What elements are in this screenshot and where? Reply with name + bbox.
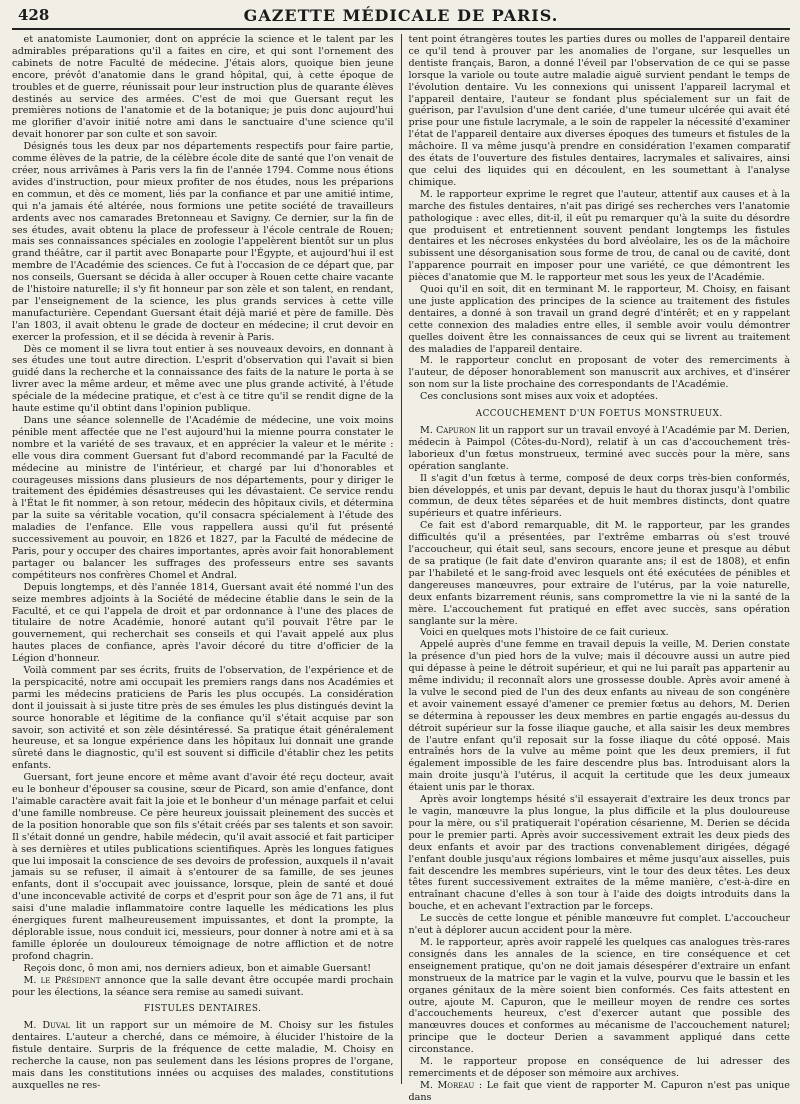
- paragraph: [408, 1080, 790, 1104]
- speaker-name: M. Capuron: [420, 425, 476, 436]
- paragraph: et anatomiste Laumonier, dont on apprécie la science et le talent par les admirables préparations qu'il a faites en cire, et qui sont l'ornement des cabinets de notre Faculté de médecine. J'étais alors, quoique bien jeune encore, prévôt d'anatomie dans le grand hôpital, qui, à cette époque de troubles et de guerre, réunissait pour leur instruction plus de quarante élèves destinés au service des armées. C'est de moi que Guersant reçut les premières notions de l'anatomie et de la botanique; je puis donc aujourd'hui me glorifier d'avoir initié notre ami dans le sanctuaire d'une science qu'il devait honorer par son culte et son savoir.: [12, 34, 394, 141]
- paragraph: Désignés tous les deux par nos départements respectifs pour faire partie, comme élèves de la patrie, de la célèbre école dite de santé que l'on venait de créer, nous arrivâmes à Paris vers la fin de l'année 1794. Comme nous étions avides d'instruction, pour mieux profiter de nos études, nous les préparions en commun, et dès ce moment, liés par la confiance et par une amitié intime, qui n'a jamais été altérée, nous formions une petite société de travailleurs ardents avec nos camarades Bretonneau et Savigny. Ce dernier, sur la fin de ses études, avait obtenu la place de professeur à l'école centrale de Rouen; mais ses connaissances spéciales en zoologie l'appelèrent bientôt sur un plus grand théâtre, car il partit avec Bonaparte pour l'Égypte, et aujourd'hui il est membre de l'Académie des sciences. Ce fut à l'occasion de ce départ que, par nos conseils, Guersant se décida à aller occuper à Rouen cette chaire vacante de l'histoire naturelle; il s'y fit honneur par son zèle et son talent, en rendant, par l'enseignement de la science, les plus grands services à cette ville manufacturière. Cependant Guersant était déjà marié et père de famille. Dès l'an 1803, il avait obtenu le grade de docteur en médecine; il crut devoir en exercer la profession, et il se décida à revenir à Paris.: [12, 141, 394, 343]
- paragraph: Ce fait est d'abord remarquable, dit M. le rapporteur, par les grandes difficultés qu'il a présentées, par l'extrême embarras où s'est trouvé l'accoucheur, qui était seul, sans secours, encore jeune et presque au début de sa pratique (le fait date d'environ quarante ans; il est de 1808), et enfin par l'habileté et le sang-froid avec lesquels ont été exécutées de pénibles et dangereuses manœuvres, pour extraire de l'utérus, par la voie naturelle, deux enfants bizarrement réunis, sans compromettre la vie ni la santé de la mère. L'accouchement fut pratiqué en effet avec succès, sans opération sanglante sur la mère.: [408, 520, 790, 627]
- left-column: [12, 34, 394, 1091]
- journal-title: GAZETTE MÉDICALE DE PARIS.: [243, 6, 559, 25]
- section-heading: FISTULES DENTAIRES.: [144, 1004, 262, 1015]
- paragraph: [12, 1020, 394, 1091]
- paragraph: Ces conclusions sont mises aux voix et adoptées.: [420, 391, 659, 403]
- paragraph: Il s'agit d'un fœtus à terme, composé de deux corps très-bien conformés, bien développés, et unis par devant, depuis le haut du thorax jusqu'à l'ombilic commun, de deux têtes séparées et de huit membres distincts, dont quatre supérieurs et quatre inférieurs.: [408, 472, 790, 520]
- paragraph: M. le rapporteur conclut en proposant de voter des remerciments à l'auteur, de déposer honorablement son manuscrit aux archives, et d'insérer son nom sur la liste prochaine des correspondants de l'Académie.: [408, 355, 790, 391]
- paragraph: Dès ce moment il se livra tout entier à ses nouveaux devoirs, en donnant à ses études une tout autre direction. L'esprit d'observation qui l'avait si bien guidé dans la recherche et la connaissance des faits de la nature le porta à se livrer avec la même ardeur, et même avec une plus grande activité, à l'étude spéciale de la médecine pratique, et c'est à ce titre qu'il se rendit digne de la haute estime qu'il obtint dans l'opinion publique.: [12, 343, 394, 415]
- paragraph: M. le rapporteur propose en conséquence de lui adresser des remerciments et de déposer son mémoire aux archives.: [408, 1056, 790, 1079]
- speaker-name: M. Moreau: [420, 1079, 475, 1091]
- paragraph: Appelé auprès d'une femme en travail depuis la veille, M. Derien constate la présence d'un pied hors de la vulve; mais il découvre aussi un autre pied qui dépasse à peine le détroit supérieur, et qui ne lui paraît pas appartenir au même individu; il reconnaît alors une grossesse double. Après avoir amené à la vulve le second pied de l'un des deux enfants au niveau de son congénère et avoir vainement essayé d'amener ce premier fœtus au dehors, M. Derien se détermina à repousser les deux membres en partie engagés au-dessus du détroit supérieur sur la fosse iliaque gauche, et alla saisir les deux membres de l'autre enfant qu'il reposait sur la fosse iliaque du côté opposé. Mais entraînés hors de la vulve au même point que les deux premiers, il fut également impossible de les faire descendre plus bas. Introduisant alors la main droite jusqu'à l'utérus, il acquit la certitude que les deux jumeaux étaient unis par le thorax.: [408, 639, 790, 794]
- paragraph: Depuis longtemps, et dès l'année 1814, Guersant avait été nommé l'un des seize membres adjoints à la Société de médecine établie dans le sein de la Faculté, et ce qui l'appela de droit et par ordonnance à l'une des places de titulaire de notre Académie, honoré autant qu'il pouvait l'être par le gouvernement, qui recherchait ses conseils et qui l'avait appelé aux plus hautes places de confiance, après l'avoir décoré du titre d'officier de la Légion d'honneur.: [12, 581, 394, 665]
- section-heading: ACCOUCHEMENT D'UN FOETUS MONSTRUEUX.: [475, 409, 723, 420]
- paragraph: Voici en quelques mots l'histoire de ce fait curieux.: [420, 627, 669, 639]
- paragraph: tent point étrangères toutes les parties dures ou molles de l'appareil dentaire ce qu'il tend à prouver par les anomalies de l'organe, sur lesquelles un dentiste français, Baron, a donné l'éveil par l'observation de ce qui se passe lorsque la variole ou toute autre maladie aiguë survient pendant le temps de l'évolution dentaire. Vu les connexions qui unissent l'appareil lacrymal et l'appareil dentaire, l'auteur se fondant plus spécialement sur un fait de guérison, par l'avulsion d'une dent cariée, d'une tumeur ulcérée qui avait été prise pour une fistule lacrymale, a le soin de rappeler la nécessité d'examiner l'état de l'appareil dentaire aux diverses époques des tumeurs et fistules de la mâchoire. Il va même jusqu'à prendre en considération l'examen comparatif des états de l'ouverture des fistules dentaires, lacrymales et salivaires, ainsi que celui des liquides qui en découlent, en les soumettant à l'analyse chimique.: [408, 34, 790, 188]
- paragraph-text: : Le fait que vient de rapporter M. Capuron n'est pas unique dans: [408, 1079, 790, 1103]
- paragraph: Reçois donc, ô mon ami, nos derniers adieux, bon et aimable Guersant!: [23, 962, 372, 974]
- speaker-name: M. le Président: [23, 974, 101, 986]
- paragraph: M. le rapporteur, après avoir rappelé les quelques cas analogues très-rares consignés dans les annales de la science, en tire conséquence et cet enseignement pratique, qu'on ne doit jamais désespérer d'extraire un enfant monstrueux de la matrice par le vagin et la vulve, pourvu que le bassin et les organes génitaux de la mère soient bien conformés. Ces faits attestent en outre, ajoute M. Capuron, que le meilleur moyen de rendre ces sortes d'accouchements heureux, c'est d'exercer autant que possible des manœuvres douces et conformes au mécanisme de l'accouchement naturel; principe que le docteur Derien a savamment appliqué dans cette circonstance.: [408, 936, 790, 1056]
- paragraph-text: lit un rapport sur un travail envoyé à l'Académie par M. Derien, médecin à Paimpol (Côtes-du-Nord), relatif à un cas d'accouchement très-laborieux d'un fœtus monstrueux, terminé avec succès pour la mère, sans opération sanglante.: [408, 425, 790, 472]
- paragraph: Voilà comment par ses écrits, fruits de l'observation, de l'expérience et de la perspicacité, notre ami occupait les premiers rangs dans nos Académies et parmi les médecins praticiens de Paris les plus occupés. La considération dont il jouissait à si juste titre près de ses émules les plus distingués devint la source honorable et légitime de la confiance qu'il s'était acquise par son savoir, son activité et son zèle désintéressé. Sa pratique était généralement heureuse, et sa longue expérience dans les hôpitaux lui donnait une grande sûreté dans le diagnostic, qu'il est souvent si difficile d'établir chez les petits enfants.: [12, 665, 394, 772]
- paragraph: [12, 975, 394, 999]
- speaker-name: M. Duval: [23, 1020, 71, 1032]
- paragraph-text: lit un rapport sur un mémoire de M. Choisy sur les fistules dentaires. L'auteur a cherché, dans ce mémoire, à élucider l'histoire de la fistule dentaire. Surpris de la fréquence de cette maladie, M. Choisy en recherche la cause, non pas seulement dans les lésions propres de l'organe, mais dans les constitutions innées ou acquises des malades, constitutions auxquelles ne res-: [12, 1020, 394, 1091]
- page-number: 428: [18, 6, 50, 24]
- right-column: [408, 34, 790, 1103]
- text-columns: [12, 34, 790, 1103]
- page-header: [12, 6, 790, 30]
- paragraph: Après avoir longtemps hésité s'il essayerait d'extraire les deux troncs par le vagin, manœuvre la plus longue, la plus difficile et la plus douloureuse pour la mère, ou s'il pratiquerait l'opération césarienne, M. Derien se décida pour le premier parti. Après avoir successivement extrait les deux pieds des deux enfants et avoir par des tractions convenablement dirigées, dégagé l'enfant double jusqu'aux régions lombaires et même jusqu'aux aisselles, puis fait descendre les membres supérieurs, vint le tour des deux têtes. Les deux têtes furent successivement extraites de la même manière, c'est-à-dire en entraînant chacune d'elles à son tour à l'aide des doigts introduits dans la bouche, et en achevant l'extraction par le forceps.: [408, 794, 790, 913]
- paragraph: M. le rapporteur exprime le regret que l'auteur, attentif aux causes et à la marche des fistules dentaires, n'ait pas dirigé ses recherches vers l'anatomie pathologique : avec elles, dit-il, il eût pu remarquer qu'à la suite du désordre que produisent et entretiennent souvent pendant longtemps les fistules dentaires et les nécroses enkystées du bord alvéolaire, les os de la mâchoire subissent une désorganisation sous forme de trou, de canal ou de cavité, dont l'apparence pourrait en imposer pour une variété, ce que démontrent les pièces d'anatomie que M. le rapporteur met sous les yeux de l'Académie.: [408, 188, 790, 284]
- column-divider: [401, 34, 402, 1084]
- paragraph: Dans une séance solennelle de l'Académie de médecine, une voix moins pénible ment affectée que ne l'est aujourd'hui la mienne pourra constater le nombre et la variété de ses travaux, et en apprécier la valeur et le mérite : elle vous dira comment Guersant fut d'abord recommandé par la Faculté de médecine au ministre de l'intérieur, et chargé par lui d'honorables et courageuses missions dans plusieurs de nos départements, pour y diriger le traitement des épidémies désastreuses qui les dévastaient. Ce service rendu à l'État le fit nommer, à son retour, médecin des hôpitaux civils, et détermina par la suite sa véritable vocation, qu'il consacra spécialement à l'étude des maladies de l'enfance. Elle vous rappellera aussi qu'il fut présenté successivement au pouvoir, en 1826 et 1827, par la Faculté de médecine de Paris, pour y occuper des chaires importantes, après avoir fait honorablement partager ou balancer les suffrages des professeurs entre ses savants compétiteurs nos confrères Chomel et Andral.: [12, 415, 394, 581]
- paragraph: Guersant, fort jeune encore et même avant d'avoir été reçu docteur, avait eu le bonheur d'épouser sa cousine, sœur de Picard, son amie d'enfance, dont l'aimable caractère avait fait la joie et le bonheur d'un ménage parfait et celui d'une famille nombreuse. Ce père heureux jouissait pleinement des succès et de la position honorable que son fils s'était créés par ses talents et son savoir. Il s'était donné un gendre, habile médecin, qu'il avait associé et fait participer à ses dernières et utiles publications scientifiques. Après les longues fatigues que lui imposait la conscience de ses devoirs de profession, auxquels il n'avait jamais su se refuser, il aimait à s'entourer de sa famille, de ses jeunes enfants, dont il s'occupait avec jouissance, lorsque, plein de santé et doué d'une inconcevable activité de corps et d'esprit pour son âge de 71 ans, il fut saisi d'une maladie inflammatoire contre laquelle les médications les plus énergiques furent malheureusement impuissantes, et dont la prompte, la déplorable issue, nous conduit ici, messieurs, pour donner à notre ami et à sa famille éplorée un douloureux témoignage de notre affliction et de notre profond chagrin.: [12, 772, 394, 962]
- paragraph: Le succès de cette longue et pénible manœuvre fut complet. L'accoucheur n'eut à déplorer aucun accident pour la mère.: [408, 913, 790, 937]
- paragraph-text: annonce que la salle devant être occupée mardi prochain pour les élections, la séance sera remise au samedi suivant.: [12, 974, 394, 998]
- paragraph: [408, 425, 790, 473]
- paragraph: Quoi qu'il en soit, dit en terminant M. le rapporteur, M. Choisy, en faisant une juste application des principes de la science au traitement des fistules dentaires, a donné à son travail un grand degré d'intérêt; et en y rappelant cette connexion des maladies entre elles, il semble avoir voulu démontrer quelles doivent être les connaissances de ceux qui se livrent au traitement des maladies de l'appareil dentaire.: [408, 284, 790, 355]
